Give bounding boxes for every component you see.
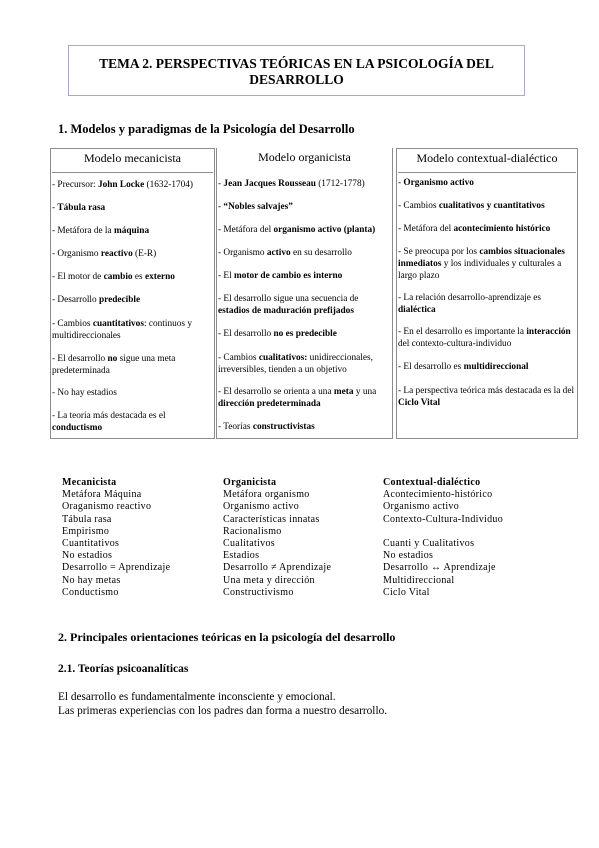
item-text-part: - Cambios xyxy=(52,319,93,329)
table-item-organicista-10 xyxy=(218,421,390,433)
item-text-part: conductismo xyxy=(52,423,103,433)
table-item-organicista-1 xyxy=(218,178,390,190)
item-text-part: - Desarrollo xyxy=(52,295,99,305)
summary-line: Contexto-Cultura-Individuo xyxy=(383,513,504,525)
table-item-mecanicista-6 xyxy=(52,294,212,306)
summary-line: Tábula rasa xyxy=(62,513,112,525)
item-text-part: es xyxy=(132,272,145,282)
table-item-organicista-2 xyxy=(218,201,390,213)
table-item-contextual-1 xyxy=(398,177,575,189)
table-item-mecanicista-10 xyxy=(52,410,212,434)
item-text-part: máquina xyxy=(113,226,150,236)
summary-line: Estadios xyxy=(223,550,260,562)
column-contextual xyxy=(396,148,578,439)
table-item-contextual-7 xyxy=(398,361,575,373)
item-text-part: - El motor de xyxy=(52,272,104,282)
table-item-organicista-5 xyxy=(218,270,390,282)
summary-line: Desarrollo ↔ Aprendizaje xyxy=(383,562,496,574)
item-text-part: Ciclo Vital xyxy=(398,398,441,408)
item-text-part: acontecimiento histórico xyxy=(453,224,551,234)
summary-line: Metáfora Máquina xyxy=(62,489,142,501)
table-item-organicista-8 xyxy=(218,352,390,376)
table-item-contextual-5 xyxy=(398,292,575,316)
item-text-part: Organismo activo xyxy=(403,178,474,188)
summary-line: Oraganismo reactivo xyxy=(62,501,152,513)
table-item-organicista-7 xyxy=(218,328,390,340)
item-text-part: motor de cambio es interno xyxy=(234,271,343,281)
item-text-part: - xyxy=(218,202,224,212)
item-text-part: - Organismo xyxy=(52,249,101,259)
section-2-1-heading: 2.1. Teorías psicoanalíticas xyxy=(58,663,189,675)
summary-line: No estadios xyxy=(62,550,113,562)
paragraph-line-1: El desarrollo es fundamentalmente inconsciente y emocional. xyxy=(58,691,336,703)
item-text-part: predecible xyxy=(98,295,141,305)
item-text-part: constructivistas xyxy=(252,422,315,432)
title-line-2: DESARROLLO xyxy=(249,72,344,87)
item-text-part: - El desarrollo es xyxy=(398,362,464,372)
summary-line: No estadios xyxy=(383,550,434,562)
item-text-part: - xyxy=(52,203,58,213)
item-text-part: - Metáfora del xyxy=(218,225,274,235)
summary-line: Racionalismo xyxy=(223,525,282,537)
summary-line: Cualitativos xyxy=(223,538,275,550)
column-header-contextual: Modelo contextual-dialéctico xyxy=(398,149,576,173)
item-text-part: externo xyxy=(144,272,175,282)
title-box xyxy=(68,45,525,96)
summary-line xyxy=(383,526,503,538)
summary-line: Organismo activo xyxy=(383,501,459,513)
summary-line: No hay metas xyxy=(62,574,121,586)
item-text-part: estadios de maduración prefijados xyxy=(218,306,354,316)
column-header-mecanicista: Modelo mecanicista xyxy=(52,149,213,173)
summary-organicista xyxy=(223,477,331,599)
table-item-mecanicista-1 xyxy=(52,179,212,191)
item-text-part: - Cambios xyxy=(218,353,259,363)
item-text-part: en su desarrollo xyxy=(290,248,352,258)
table-item-organicista-4 xyxy=(218,247,390,259)
summary-line: Desarrollo = Aprendizaje xyxy=(62,562,171,574)
column-mecanicista xyxy=(50,148,215,439)
summary-line: Ciclo Vital xyxy=(383,586,430,598)
item-text-part: - Metáfora de la xyxy=(52,226,114,236)
summary-line: Multidireccional xyxy=(383,574,455,586)
item-text-part: - El desarrollo xyxy=(52,354,108,364)
item-text-part: : continuos y multidireccionales xyxy=(52,319,192,341)
item-text-part: meta xyxy=(333,387,354,397)
item-text-part: no es predecible xyxy=(273,329,337,339)
item-text-part: y los individuales y culturales a largo plazo xyxy=(398,259,562,281)
summary-header-organicista: Organicista xyxy=(223,477,277,488)
item-text-part: reactivo xyxy=(100,249,133,259)
table-item-organicista-9 xyxy=(218,386,390,410)
paragraph-line-2: Las primeras experiencias con los padres dan forma a nuestro desarrollo. xyxy=(58,705,388,717)
item-text-part: - El desarrollo se orienta a una xyxy=(218,387,334,397)
summary-line: Empirismo xyxy=(62,525,110,537)
summary-line: Cuantitativos xyxy=(62,538,120,550)
table-item-organicista-6 xyxy=(218,293,390,317)
item-text-part: no xyxy=(107,354,118,364)
item-text-part: cualitativos y cuantitativos xyxy=(438,201,545,211)
table-item-mecanicista-3 xyxy=(52,225,212,237)
item-text-part: interacción xyxy=(526,327,571,337)
item-text-part: - xyxy=(398,178,404,188)
item-text-part: “Nobles salvajes” xyxy=(223,202,293,212)
summary-line: Una meta y dirección xyxy=(223,574,315,586)
item-text-part: - El desarrollo xyxy=(218,329,274,339)
table-item-contextual-2 xyxy=(398,200,575,212)
item-text-part: - La relación desarrollo-aprendizaje es xyxy=(398,293,541,303)
summary-line: Organismo activo xyxy=(223,501,299,513)
summary-contextual xyxy=(383,477,503,599)
summary-line: Características innatas xyxy=(223,513,320,525)
summary-line: Acontecimiento-histórico xyxy=(383,489,493,501)
column-header-organicista: Modelo organicista xyxy=(258,150,351,164)
title-line-1: TEMA 2. PERSPECTIVAS TEÓRICAS EN LA PSICOLOGÍA DEL xyxy=(99,56,494,71)
table-item-contextual-8 xyxy=(398,385,575,409)
summary-line: Conductismo xyxy=(62,586,119,598)
column-organicista xyxy=(216,148,393,439)
item-text-part: dirección predeterminada xyxy=(218,399,321,409)
summary-header-contextual: Contextual-dialéctico xyxy=(383,477,481,488)
section-1-heading: 1. Modelos y paradigmas de la Psicología del Desarrollo xyxy=(58,122,355,136)
item-text-part: unidireccionales, irreversibles, tienden a un objetivo xyxy=(218,353,373,375)
table-item-contextual-3 xyxy=(398,223,575,235)
summary-line: Metáfora organismo xyxy=(223,489,310,501)
item-text-part: y una xyxy=(353,387,377,397)
item-text-part: - Precursor: xyxy=(52,180,98,190)
table-item-contextual-4 xyxy=(398,246,575,282)
item-text-part: cambios situacionales inmediatos xyxy=(398,247,565,269)
item-text-part: - En el desarrollo es importante la xyxy=(398,327,527,337)
item-text-part: - Organismo xyxy=(218,248,267,258)
item-text-part: Jean Jacques Rousseau xyxy=(223,179,316,189)
summary-line: Cuanti y Cualitativos xyxy=(383,538,475,550)
table-item-organicista-3 xyxy=(218,224,390,236)
table-item-mecanicista-8 xyxy=(52,353,212,377)
paragraph xyxy=(58,690,387,718)
item-text-part: activo xyxy=(266,248,291,258)
item-text-part: cambio xyxy=(103,272,133,282)
table-item-mecanicista-2 xyxy=(52,202,212,214)
item-text-part: - El desarrollo sigue una secuencia de xyxy=(218,294,359,304)
item-text-part: cuantitativos xyxy=(92,319,144,329)
item-text-part: - Teorías xyxy=(218,422,253,432)
item-text-part: John Locke xyxy=(97,180,145,190)
summary-line: Constructivismo xyxy=(223,586,294,598)
item-text-part: - El xyxy=(218,271,235,281)
item-text-part: organismo activo (planta) xyxy=(273,225,376,235)
summary-line: Desarrollo ≠ Aprendizaje xyxy=(223,562,332,574)
item-text-part: - xyxy=(218,179,224,189)
item-text-part: sigue una meta predeterminada xyxy=(52,354,176,376)
table-item-mecanicista-7 xyxy=(52,318,212,342)
table-item-mecanicista-4 xyxy=(52,248,212,260)
item-text-part: cualitativos: xyxy=(258,353,308,363)
item-text-part: - La perspectiva teórica más destacada es la del xyxy=(398,386,575,396)
item-text-part: multidireccional xyxy=(463,362,529,372)
item-text-part: - Metáfora del xyxy=(398,224,454,234)
item-text-part: del contexto-cultura-individuo xyxy=(398,339,512,349)
item-text-part: - Se preocupa por los xyxy=(398,247,480,257)
table-item-mecanicista-9 xyxy=(52,387,212,399)
item-text-part: - No hay estadios xyxy=(52,388,117,398)
table-item-contextual-6 xyxy=(398,326,575,350)
item-text-part: - Cambios xyxy=(398,201,439,211)
summary-mecanicista xyxy=(62,477,170,599)
item-text-part: dialéctica xyxy=(398,305,436,315)
item-text-part: (1712-1778) xyxy=(315,179,365,189)
table-item-mecanicista-5 xyxy=(52,271,212,283)
item-text-part: - La teoría más destacada es el xyxy=(52,411,166,421)
summary-header-mecanicista: Mecanicista xyxy=(62,477,117,488)
item-text-part: (E-R) xyxy=(132,249,157,259)
item-text-part: (1632-1704) xyxy=(144,180,194,190)
item-text-part: Tábula rasa xyxy=(57,203,106,213)
section-2-heading: 2. Principales orientaciones teóricas en la psicología del desarrollo xyxy=(58,630,396,644)
